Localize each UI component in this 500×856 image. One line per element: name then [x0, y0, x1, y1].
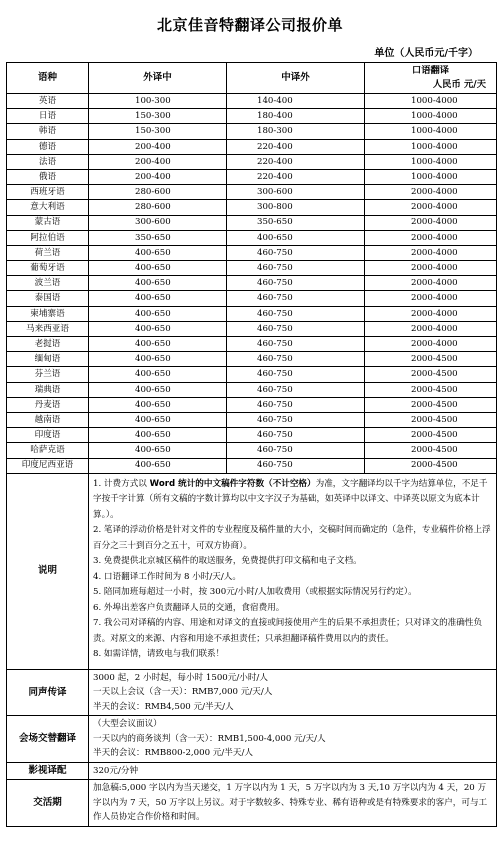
cell-language: 印度语	[7, 428, 89, 443]
cell-outbound: 280-600	[89, 185, 227, 200]
simultaneous-line-3: 半天的会议：RMB4,500 元/半天/人	[93, 701, 234, 712]
cell-language: 蒙古语	[7, 215, 89, 230]
cell-inbound: 460-750	[227, 261, 365, 276]
video-value: 320元/分钟	[89, 762, 497, 780]
consecutive-label: 会场交替翻译	[7, 716, 89, 763]
cell-oral: 2000-4000	[365, 245, 497, 260]
video-label: 影视译配	[7, 762, 89, 780]
cell-outbound: 400-650	[89, 276, 227, 291]
table-row	[7, 124, 497, 139]
cell-oral: 1000-4000	[365, 139, 497, 154]
cell-language: 阿拉伯语	[7, 230, 89, 245]
cell-oral: 2000-4500	[365, 428, 497, 443]
note-5: 5. 陪同加班每超过一小时，按 300元/小时/人加收费用（或根据实际情况另行约定）。	[93, 587, 417, 598]
cell-language: 哈萨克语	[7, 443, 89, 458]
delivery-label: 交活期	[7, 780, 89, 827]
cell-outbound: 400-650	[89, 428, 227, 443]
header-outbound: 外译中	[89, 63, 227, 94]
cell-language: 马来西亚语	[7, 321, 89, 336]
cell-outbound: 400-650	[89, 337, 227, 352]
cell-outbound: 400-650	[89, 397, 227, 412]
cell-inbound: 220-400	[227, 139, 365, 154]
cell-inbound: 460-750	[227, 443, 365, 458]
cell-oral: 2000-4000	[365, 337, 497, 352]
cell-language: 印度尼西亚语	[7, 458, 89, 473]
note-1: 1. 计费方式以 Word 统计的中文稿件字符数（不计空格）为准，文字翻译均以千字为结算单位，不足千字按千字计算（所有文稿的字数计算均以中文字汉子为基础，如英译中以译文、中译英以原文为底本计算。）。	[93, 478, 488, 520]
cell-language: 芬兰语	[7, 367, 89, 382]
cell-inbound: 460-750	[227, 321, 365, 336]
note-8: 8. 如需详情，请致电与我们联系！	[93, 649, 225, 660]
cell-outbound: 400-650	[89, 382, 227, 397]
cell-outbound: 350-650	[89, 230, 227, 245]
cell-oral: 2000-4000	[365, 261, 497, 276]
table-row	[7, 397, 497, 412]
cell-outbound: 280-600	[89, 200, 227, 215]
cell-oral: 2000-4500	[365, 367, 497, 382]
price-table	[6, 62, 497, 827]
consecutive-content	[89, 716, 497, 763]
cell-inbound: 180-300	[227, 124, 365, 139]
cell-language: 西班牙语	[7, 185, 89, 200]
cell-oral: 2000-4000	[365, 306, 497, 321]
cell-inbound: 300-600	[227, 185, 365, 200]
cell-language: 瑞典语	[7, 382, 89, 397]
cell-language: 越南语	[7, 412, 89, 427]
table-row	[7, 412, 497, 427]
cell-oral: 2000-4000	[365, 215, 497, 230]
cell-language: 法语	[7, 154, 89, 169]
note-6: 6. 外埠出差客户负责翻译人员的交通，食宿费用。	[93, 602, 285, 613]
page-title: 北京佳音特翻译公司报价单	[156, 16, 343, 34]
cell-inbound: 350-650	[227, 215, 365, 230]
note-3: 3. 免费提供北京城区稿件的取送服务，免费提供打印文稿和电子文档。	[93, 556, 362, 567]
cell-outbound: 100-300	[89, 94, 227, 109]
table-row	[7, 337, 497, 352]
cell-language: 缅甸语	[7, 352, 89, 367]
cell-language: 英语	[7, 94, 89, 109]
cell-language: 葡萄牙语	[7, 261, 89, 276]
table-row	[7, 276, 497, 291]
cell-language: 德语	[7, 139, 89, 154]
cell-oral: 1000-4000	[365, 124, 497, 139]
cell-inbound: 180-400	[227, 109, 365, 124]
cell-inbound: 460-750	[227, 397, 365, 412]
table-row	[7, 154, 497, 169]
table-row	[7, 185, 497, 200]
cell-outbound: 400-650	[89, 291, 227, 306]
note-1-bold: Word 统计的中文稿件字符数（不计空格）	[149, 478, 316, 489]
cell-inbound: 460-750	[227, 382, 365, 397]
cell-language: 荷兰语	[7, 245, 89, 260]
table-row	[7, 458, 497, 473]
cell-language: 柬埔寨语	[7, 306, 89, 321]
cell-outbound: 200-400	[89, 154, 227, 169]
info-section	[7, 473, 497, 826]
cell-inbound: 460-750	[227, 458, 365, 473]
note-7: 7. 我公司对译稿的内容、用途和对译文的直接或间接使用产生的后果不承担责任；只对译文的准确性负责。对原文的来源、内容和用途不承担责任；只承担翻译稿件费用以内的责任。	[93, 618, 483, 644]
notes-content	[89, 473, 497, 669]
cell-oral: 2000-4500	[365, 443, 497, 458]
cell-oral: 2000-4000	[365, 276, 497, 291]
consecutive-line-3: 半天的会议：RMB800-2,000 元/半天/人	[93, 748, 253, 759]
cell-oral: 2000-4000	[365, 200, 497, 215]
cell-oral: 2000-4500	[365, 458, 497, 473]
cell-oral: 1000-4000	[365, 154, 497, 169]
cell-oral: 1000-4000	[365, 169, 497, 184]
table-row	[7, 109, 497, 124]
cell-outbound: 400-650	[89, 306, 227, 321]
cell-inbound: 460-750	[227, 291, 365, 306]
cell-inbound: 400-650	[227, 230, 365, 245]
cell-oral: 2000-4500	[365, 412, 497, 427]
table-row	[7, 245, 497, 260]
note-4: 4. 口语翻译工作时间为 8 小时/天/人。	[93, 571, 241, 582]
table-row	[7, 443, 497, 458]
table-row	[7, 352, 497, 367]
table-row	[7, 321, 497, 336]
cell-inbound: 460-750	[227, 306, 365, 321]
cell-language: 韩语	[7, 124, 89, 139]
cell-outbound: 400-650	[89, 412, 227, 427]
simultaneous-line-1: 3000 起，2 小时起，每小时 1500元/小时/人	[93, 672, 268, 683]
cell-language: 泰国语	[7, 291, 89, 306]
cell-oral: 2000-4000	[365, 291, 497, 306]
table-row	[7, 382, 497, 397]
table-row	[7, 94, 497, 109]
table-row	[7, 291, 497, 306]
cell-oral: 2000-4000	[365, 321, 497, 336]
table-row	[7, 367, 497, 382]
simultaneous-line-2: 一天以上会议（含一天）：RMB7,000 元/天/人	[93, 687, 273, 698]
table-row	[7, 169, 497, 184]
cell-outbound: 150-300	[89, 109, 227, 124]
cell-outbound: 400-650	[89, 458, 227, 473]
simultaneous-label: 同声传译	[7, 669, 89, 716]
cell-oral: 1000-4000	[365, 94, 497, 109]
cell-outbound: 400-650	[89, 245, 227, 260]
unit-note: 单位（人民币元/千字）	[374, 48, 478, 59]
cell-outbound: 150-300	[89, 124, 227, 139]
cell-inbound: 140-400	[227, 94, 365, 109]
cell-inbound: 460-750	[227, 276, 365, 291]
cell-outbound: 200-400	[89, 139, 227, 154]
cell-inbound: 460-750	[227, 428, 365, 443]
cell-inbound: 220-400	[227, 169, 365, 184]
cell-inbound: 460-750	[227, 352, 365, 367]
cell-language: 丹麦语	[7, 397, 89, 412]
table-row	[7, 139, 497, 154]
cell-oral: 2000-4500	[365, 382, 497, 397]
table-row	[7, 261, 497, 276]
table-row	[7, 428, 497, 443]
cell-inbound: 460-750	[227, 245, 365, 260]
cell-inbound: 220-400	[227, 154, 365, 169]
price-rows	[7, 94, 497, 474]
table-row	[7, 306, 497, 321]
cell-inbound: 460-750	[227, 337, 365, 352]
cell-inbound: 460-750	[227, 367, 365, 382]
note-2: 2. 笔译的浮动价格是针对文件的专业程度及稿件量的大小，交稿时间而确定的（急件，专业稿件价格上浮百分之三十到百分之五十，可双方协商）。	[93, 525, 491, 551]
cell-inbound: 460-750	[227, 412, 365, 427]
header-lang: 语种	[7, 63, 89, 94]
simultaneous-content	[89, 669, 497, 716]
cell-language: 老挝语	[7, 337, 89, 352]
header-oral-line1: 口语翻译	[411, 65, 450, 76]
cell-language: 日语	[7, 109, 89, 124]
header-row	[7, 63, 497, 94]
cell-oral: 2000-4500	[365, 352, 497, 367]
header-inbound: 中译外	[227, 63, 365, 94]
cell-oral: 2000-4500	[365, 397, 497, 412]
cell-outbound: 400-650	[89, 261, 227, 276]
cell-language: 意大利语	[7, 200, 89, 215]
cell-oral: 2000-4000	[365, 230, 497, 245]
consecutive-line-2: 一天以内的商务谈判（含一天）：RMB1,500-4,000 元/天/人	[93, 733, 326, 744]
consecutive-line-1: （大型会议面议）	[93, 719, 162, 730]
notes-label: 说明	[7, 473, 89, 669]
cell-outbound: 400-650	[89, 321, 227, 336]
table-row	[7, 230, 497, 245]
cell-language: 波兰语	[7, 276, 89, 291]
header-oral	[365, 63, 497, 94]
table-row	[7, 200, 497, 215]
cell-oral: 1000-4000	[365, 109, 497, 124]
cell-oral: 2000-4000	[365, 185, 497, 200]
header-oral-line2: 人民币 元/天	[432, 79, 486, 90]
cell-outbound: 300-600	[89, 215, 227, 230]
cell-outbound: 400-650	[89, 367, 227, 382]
table-row	[7, 215, 497, 230]
cell-outbound: 400-650	[89, 443, 227, 458]
cell-language: 俄语	[7, 169, 89, 184]
cell-inbound: 300-800	[227, 200, 365, 215]
cell-outbound: 400-650	[89, 352, 227, 367]
cell-outbound: 200-400	[89, 169, 227, 184]
delivery-content: 加急稿:5,000 字以内为当天递交，1 万字以内为 1 天，5 万字以内为 3 天,10 万字以内为 4 天，20 万字以内为 7 天，50 万字以上另议。对于字数较多、特殊专业、稀有语种或是有特殊要求的客户，可与工作人员协定合作价格和时间。	[89, 780, 497, 827]
